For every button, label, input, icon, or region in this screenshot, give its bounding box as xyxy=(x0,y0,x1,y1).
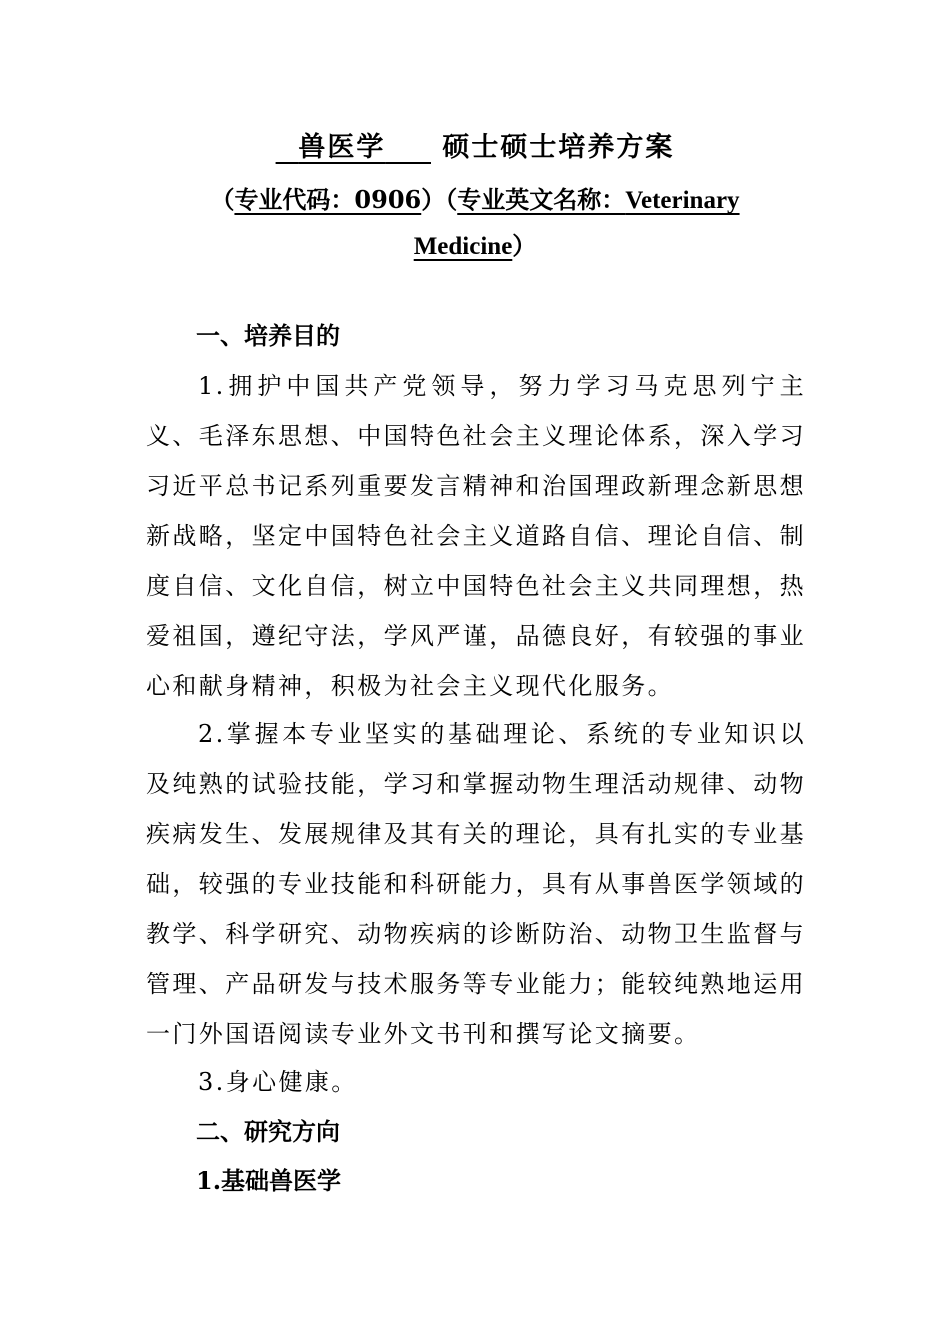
section-heading-research-directions: 二、研究方向 xyxy=(196,1117,340,1146)
english-name-part1: Veterinary xyxy=(625,187,740,214)
document-title xyxy=(0,128,950,168)
section-heading-objectives: 一、培养目的 xyxy=(196,321,340,350)
subtitle-open-paren: （ xyxy=(210,185,235,214)
title-major: 兽医学 xyxy=(298,132,386,163)
subtitle-close-paren: ） xyxy=(512,231,537,260)
major-code: 专业代码：0906 xyxy=(234,185,422,214)
subtitle-mid-paren: ）（ xyxy=(421,185,458,214)
subtitle-line-1 xyxy=(0,182,950,219)
title-suffix: 硕士硕士培养方案 xyxy=(442,132,675,163)
english-name-part2: Medicine xyxy=(413,233,513,260)
objective-paragraph-3: 3.身心健康。 xyxy=(198,1068,358,1096)
objective-paragraph-1: 1.拥护中国共产党领导，努力学习马克思列宁主义、毛泽东思想、中国特色社会主义理论体系，深入学习习近平总书记系列重要发言精神和治国理政新理念新思想新战略，坚定中国特色社会主义道路自信、理论自信、制度自信、文化自信，树立中国特色社会主义共同理想，热爱祖国，遵纪守法，学风严谨，品德良好，有较强的事业心和献身精神，积极为社会主义现代化服务。 xyxy=(146,372,806,700)
research-direction-1: 1.基础兽医学 xyxy=(196,1166,342,1195)
title-major-underlined xyxy=(276,132,431,163)
english-name-label: 专业英文名称： xyxy=(457,185,626,214)
subtitle-line-2 xyxy=(0,228,950,265)
objective-paragraph-2: 2.掌握本专业坚实的基础理论、系统的专业知识以及纯熟的试验技能，学习和掌握动物生理活动规律、动物疾病发生、发展规律及其有关的理论，具有扎实的专业基础，较强的专业技能和科研能力，具有从事兽医学领域的教学、科学研究、动物疾病的诊断防治、动物卫生监督与管理、产品研发与技术服务等专业能力；能较纯熟地运用一门外国语阅读专业外文书刊和撰写论文摘要。 xyxy=(146,720,806,1048)
